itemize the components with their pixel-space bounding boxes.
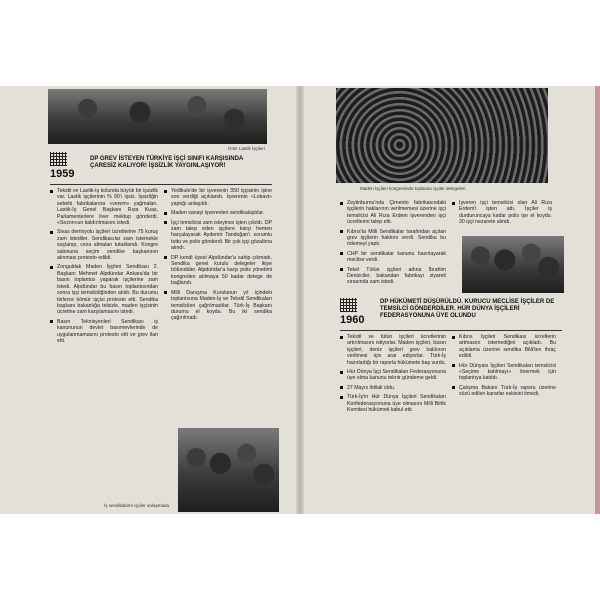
left-top-photo xyxy=(48,89,267,144)
book-edge xyxy=(595,86,600,514)
list-item: Milli Danışma Kurulunun yıl içindeki toplantısına Maden-İş ve Tekstil Sendikaları temsilcileri çağrılmadılar. Türk-İş Başkanı durumu el koydu. Bu iki sendika çağırılmadı. xyxy=(164,290,272,322)
left-top-photo-caption: İzmir Lastik İşçileri xyxy=(228,146,265,151)
left-col-2 xyxy=(164,188,272,424)
list-item: Hür Dünya İşçi Sendikaları Federasyonuna üye olma kanunu teknir gündeme geldi. xyxy=(340,369,446,382)
list-item: İşçi temsilcisi zam isteyince işten çıkıldı. DP zam talep eden işçilere karşı hemen harçalayarak Aydemir Tandoğan'ı sorumlu tuttu ve polis gönderdi. Bir çok işçi gözaltına alındı. xyxy=(164,220,272,252)
list-item: Kıbrıs'ta Milli Sendikalar tarafından açılan grev işçilerin hakkını verdi. Sendika bu ödemeyi yaptı. xyxy=(340,229,446,248)
right-col-1 xyxy=(340,334,446,510)
left-col-1 xyxy=(50,188,158,486)
right-top-col-2 xyxy=(452,200,552,240)
list-item: CHP bir sendikalar kanunu hazırlayarak meclise verdi. xyxy=(340,251,446,264)
headline-1960: DP HÜKÜMETİ DÜŞÜRÜLDÜ. KURUCU MECLİSE İŞÇİLER DE TEMSİLCİ GÖNDERDİLER. HÜR DÜNYA İŞÇİLERİ FEDERASYONUNA ÜYE OLUNDU xyxy=(380,299,555,319)
right-top-photo-caption: Maden İşçileri kongresinde toplanan işçiler delegeleri xyxy=(360,186,466,191)
list-item: Zonguldak Maden İşçileri Sendikası 2. Başkanı Mehmet Alpdündar Ankara'da bir basın toplantısı yaparak işçilerine zam istedi. Alpdündar bu basın toplantısından sonra işçi temsilciliğinden atıldı. Bu durumu birlerce kömür işçisi protesto etti. Sendika başkanı bakanlığa telsizle, maden işçisinin ücretine zam karşılamasını istedi. xyxy=(50,264,158,315)
list-item: Tekstil ve tütün işçileri ücretlerinin artırılmasını istiyorlar. Maden işçileri, basın işçileri, deniz işçileri grev hakkının verilmesi için arar ediyorlar. Türk-İş hazırladığı bir raporla hükümete baş vurdu. xyxy=(340,334,446,366)
left-bottom-photo xyxy=(178,428,279,512)
book-gutter xyxy=(296,86,304,514)
right-top-col-1 xyxy=(340,200,446,296)
left-bottom-photo-caption: İş sendikaların işçiler anlaşmada xyxy=(104,503,170,508)
list-item: Zeytinburnu'nda Çimento fabrikasındaki işçilerin haklarının verilmemesi üzerine işçi temsilcisi Ali Rıza Erdem işverenden işçi ücretlerini talep etti. xyxy=(340,200,446,226)
right-top-photo xyxy=(336,88,548,183)
section-1960-header xyxy=(340,296,562,328)
rule-1959 xyxy=(50,184,272,185)
list-item: Tekstil ve Lastik-İş kolunda büyük bir işsizlik var. Lastik işçilerinin % 90'ı işsiz. İşsizliğin sebebi fabrikalarına «verem» yağmaları. Lastik-İş Genel Başkanı Rıza Kuas, Parlamenterlere liver mektup gönderdi. «Sezon»un kaldırılmasını istedi. xyxy=(50,188,158,226)
list-item: Çalışma Bakanı Türk-İş raporu üzerine sözü edilen kararlar eskisini itmedi. xyxy=(452,385,556,398)
list-item: Hür Dünyası İşçileri Sendikaları temsilcisi «Seçime katılmayı» önermek için toplantıya katıldı. xyxy=(452,363,556,382)
list-item: Kıbrıs İşçileri Sendikası ücretlerin artmasını istemediğini açıkladı. Bu açıklama üzerine sendika Bilâ'ten ihraç edildi. xyxy=(452,334,556,360)
right-middle-photo xyxy=(462,236,564,293)
year-1959: 1959 xyxy=(50,168,75,180)
year-1960: 1960 xyxy=(340,314,365,326)
list-item: Yedikule'de bir işverenin 350 işçisinin işine son verdiği açıklandı. İşverenin «Lokavt» yaptığı anlaşıldı. xyxy=(164,188,272,207)
list-item: 27 Mayıs ihtilali oldu. xyxy=(340,385,446,391)
rule-1960 xyxy=(340,330,562,331)
year-marker-icon xyxy=(50,152,67,166)
year-marker-icon xyxy=(340,298,357,312)
list-item: Maden sanayi işverenleri sendikalaştılar. xyxy=(164,210,272,216)
list-item: Basın Teknisyenleri Sendikası iş kanununun devlet basımevlerinde de uygulanmamasını protesto etti ve grev ilan etti. xyxy=(50,319,158,345)
section-1959-header xyxy=(50,152,272,182)
list-item: Tekel Tütün işçileri adına İbrahim Denizciler, bakandan fabrikayı ziyareti sırasında zam istedi. xyxy=(340,267,446,286)
right-col-2 xyxy=(452,334,556,510)
list-item: Sivas demiryolu işçileri ücretlerine 75 kuruş zam istediler. Sendikacılar zam istemekle suçlanıp, ceza almaları tutuklandı. Kongre salonuna seçim sendike başkanının alınması protesto edildi. xyxy=(50,229,158,261)
list-item: İşveren işçi temsilcisi olan Ali Rıza Erdem'i işten attı. İşçiler iş durduruncaya kadar polis işe el koydu. 30 işçi nezarete alındı. xyxy=(452,200,552,226)
list-item: Türk-İş'in Hür Dünya İşçileri Sendikaları Konfederasyonuna üye olmasını Milli Birlik Komitesi hükümeti kabul etti. xyxy=(340,394,446,413)
list-item: DP kendi üyesi Alpdündar'a sahip çıkmadı. Sendika genel kurulu delegeler ikiye bölündüler. Alpdündar'a karşı polis yönetimi kongreden atılmaya 50 kadar delege de bağlandı. xyxy=(164,255,272,287)
headline-1959: DP GREV İSTEYEN TÜRKİYE İŞÇİ SINIFI KARŞISINDA ÇARESİZ KALIYOR! İŞSİZLİK YAYGINLAŞIYOR! xyxy=(90,156,244,169)
